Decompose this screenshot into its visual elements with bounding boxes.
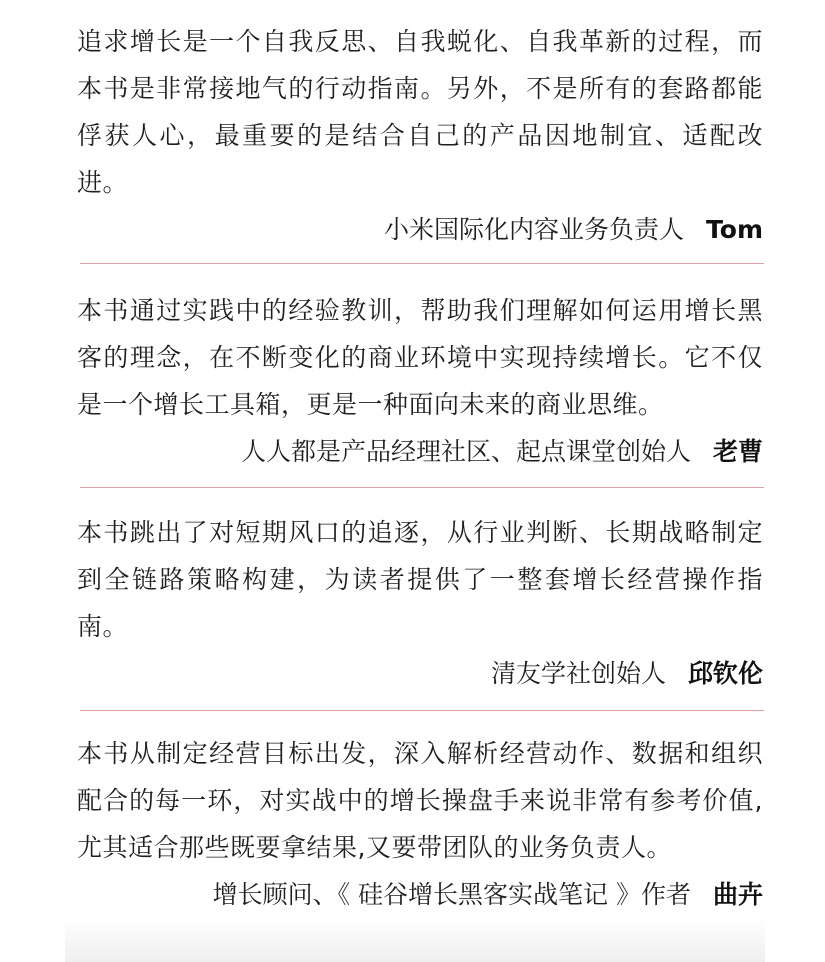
endorsement-text: 追求增长是一个自我反思、自我蜕化、自我革新的过程，而本书是非常接地气的行动指南。另外，不是所有的套路都能俘获人心，最重要的是结合自己的产品因地制宜、适配改进。: [77, 27, 763, 197]
endorsement-attribution: [77, 428, 763, 475]
endorsement-attribution: [77, 650, 763, 697]
endorser-title: 清友学社创始人: [490, 659, 666, 688]
endorser-title: 增长顾问、《 硅谷增长黑客实战笔记 》作者: [212, 880, 691, 909]
endorser-name: 曲卉: [712, 880, 763, 909]
endorser-name: 老曹: [712, 437, 763, 466]
endorsement-text: 本书从制定经营目标出发，深入解析经营动作、数据和组织配合的每一环，对实战中的增长操盘手来说非常有参考价值,尤其适合那些既要拿结果,又要带团队的业务负责人。: [77, 739, 763, 862]
endorsement-block: [77, 730, 763, 918]
endorsement-attribution: [77, 871, 763, 918]
endorser-name: 邱钦伦: [687, 659, 763, 688]
endorser-title: 小米国际化内容业务负责人: [384, 215, 685, 244]
divider-line: [80, 263, 764, 264]
page-bottom-shadow: [65, 918, 765, 962]
endorsement-text: 本书通过实践中的经验教训，帮助我们理解如何运用增长黑客的理念，在不断变化的商业环境中实现持续增长。它不仅是一个增长工具箱，更是一种面向未来的商业思维。: [77, 296, 763, 419]
endorsement-attribution: [77, 206, 763, 253]
divider-line: [80, 487, 764, 488]
endorsement-block: [77, 287, 763, 475]
divider-line: [80, 710, 764, 711]
endorsement-block: [77, 18, 763, 253]
endorser-title: 人人都是产品经理社区、起点课堂创始人: [240, 437, 691, 466]
endorsement-block: [77, 509, 763, 697]
endorsement-text: 本书跳出了对短期风口的追逐，从行业判断、长期战略制定到全链路策略构建，为读者提供了一整套增长经营操作指南。: [77, 518, 763, 641]
endorser-name: Tom: [706, 215, 763, 244]
